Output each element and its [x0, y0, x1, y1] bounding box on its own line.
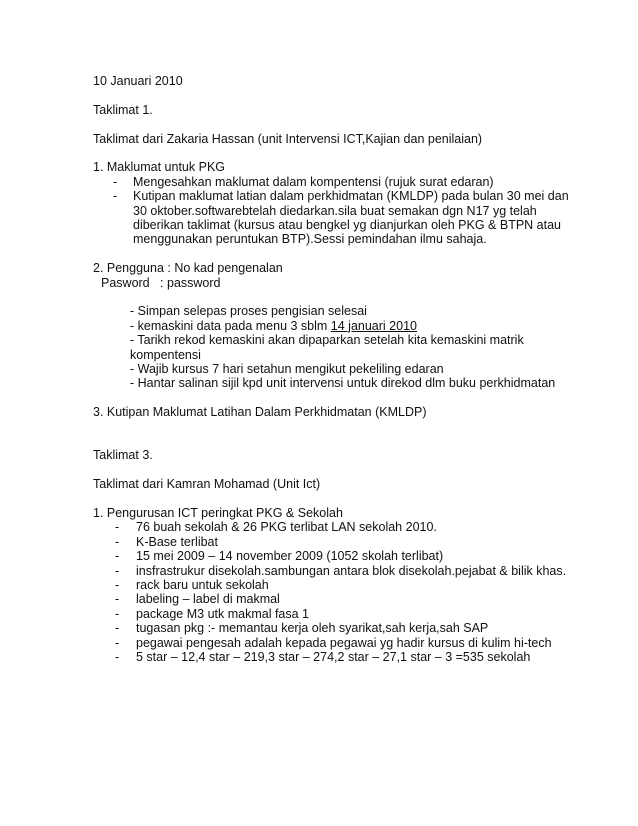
note-line: - Hantar salinan sijil kpd unit intervensi untuk direkod dlm buku perkhidmatan: [130, 376, 556, 391]
list-item: - Kutipan maklumat latian dalam perkhidmatan (KMLDP) pada bulan 30 mei dan 30 oktober.softwarebtelah diedarkan.sila buat semakan dgn N17 yg telah diberikan taklimat (kursus atau bengkel yg dianjurkan oleh PKG & BTPN atau menggunakan peruntukan BTP).Sessi pemindahan ilmu sahaja.: [113, 189, 569, 247]
list-item: - K-Base terlibat: [115, 534, 218, 549]
list-item: - package M3 utk makmal fasa 1: [115, 606, 309, 621]
taklimat1-section2-notes: [93, 304, 578, 390]
note-line: - kemaskini data pada menu 3 sblm 14 januari 2010: [130, 318, 417, 333]
taklimat1-heading: Taklimat 1.: [93, 102, 153, 117]
taklimat1-speaker: Taklimat dari Zakaria Hassan (unit Intervensi ICT,Kajian dan penilaian): [93, 131, 483, 146]
list-item: - rack baru untuk sekolah: [115, 578, 269, 593]
taklimat1-section1-list: [93, 175, 578, 247]
underlined-date: 14 januari 2010: [330, 318, 417, 333]
taklimat3-heading: Taklimat 3.: [93, 448, 153, 463]
list-item: - tugasan pkg :- memantau kerja oleh syarikat,sah kerja,sah SAP: [115, 621, 489, 636]
note-line: - Tarikh rekod kemaskini akan dipaparkan setelah kita kemaskini matrik kompentensi: [130, 333, 524, 362]
list-item: - 5 star – 12,4 star – 219,3 star – 274,2 star – 27,1 star – 3 =535 sekolah: [115, 650, 531, 665]
list-item: - labeling – label di makmal: [115, 592, 280, 607]
list-item: - 76 buah sekolah & 26 PKG terlibat LAN sekolah 2010.: [115, 520, 437, 535]
list-item: - insfrastrukur disekolah.sambungan antara blok disekolah.pejabat & bilik khas.: [115, 563, 567, 578]
note-line: - Simpan selepas proses pengisian selesai: [130, 304, 367, 319]
document-date: 10 Januari 2010: [93, 74, 183, 88]
taklimat1-section2-password: Pasword : password: [101, 275, 221, 290]
taklimat3-speaker: Taklimat dari Kamran Mohamad (Unit Ict): [93, 477, 321, 492]
note-line: - Wajib kursus 7 hari setahun mengikut pekeliling edaran: [130, 362, 444, 377]
taklimat1-section1-title: 1. Maklumat untuk PKG: [93, 160, 226, 175]
taklimat1-section3-title: 3. Kutipan Maklumat Latihan Dalam Perkhidmatan (KMLDP): [93, 405, 427, 420]
list-item: - Mengesahkan maklumat dalam kompentensi (rujuk surat edaran): [113, 174, 494, 189]
list-item: - 15 mei 2009 – 14 november 2009 (1052 skolah terlibat): [115, 549, 444, 564]
taklimat3-section1-title: 1. Pengurusan ICT peringkat PKG & Sekolah: [93, 506, 343, 521]
list-item: - pegawai pengesah adalah kepada pegawai yg hadir kursus di kulim hi-tech: [115, 635, 552, 650]
taklimat3-section1-list: [93, 520, 578, 664]
taklimat1-section2-title: 2. Pengguna : No kad pengenalan: [93, 261, 283, 276]
